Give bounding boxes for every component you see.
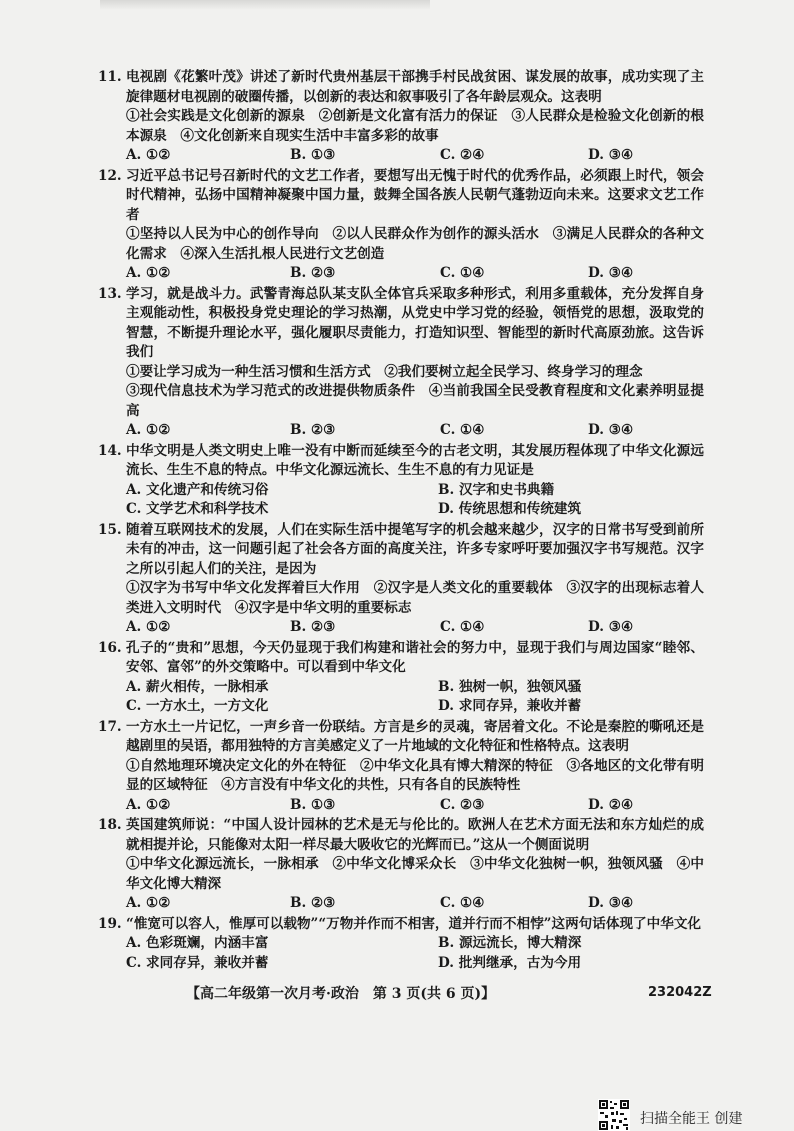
question-statements: ①汉字为书写中华文化发挥着巨大作用 ②汉字是人类文化的重要载体 ③汉字的出现标志着人类进入文明时代 ④汉字是中华文明的重要标志 bbox=[126, 580, 704, 616]
answer-option-d[interactable]: D. 传统思想和传统建筑 bbox=[438, 501, 582, 517]
question-stem: 随着互联网技术的发展，人们在实际生活中提笔写字的机会越来越少，汉字的日常书写受到前所未有的冲击，这一问题引起了社会各方面的高度关注，许多专家呼吁要加强汉字书写规范。汉字之所以引起人们的关注，是因为 bbox=[126, 521, 704, 577]
answer-option-a[interactable]: A. ①② bbox=[126, 619, 171, 635]
answer-options bbox=[126, 934, 704, 973]
answer-option-d[interactable]: D. 批判继承，古为今用 bbox=[438, 954, 582, 971]
question-17 bbox=[98, 718, 704, 816]
question-number: 16. bbox=[98, 639, 122, 656]
scanner-watermark: 扫描全能王 创建 bbox=[640, 1111, 743, 1127]
answer-option-c[interactable]: C. ①④ bbox=[440, 265, 485, 281]
answer-option-a[interactable]: A. ①② bbox=[126, 265, 171, 281]
question-statements: ③现代信息技术为学习范式的改进提供物质条件 ④当前我国全民受教育程度和文化素养明显提高 bbox=[126, 383, 704, 419]
answer-options bbox=[126, 146, 704, 166]
question-stem: 一方水土一片记忆，一声乡音一份联结。方言是乡的灵魂，寄居着文化。不论是秦腔的嘶吼还是越剧里的吴语，都用独特的方言美感定义了一片地域的文化特征和性格特点。这表明 bbox=[126, 718, 704, 754]
answer-option-b[interactable]: B. 独树一帜，独领风骚 bbox=[438, 678, 582, 695]
page-footer: 【高二年级第一次月考·政治 第 3 页(共 6 页)】 bbox=[186, 986, 496, 1002]
answer-options bbox=[126, 678, 704, 717]
answer-option-a[interactable]: A. ①② bbox=[126, 895, 171, 911]
question-stem: “惟宽可以容人，惟厚可以载物”“万物并作而不相害，道并行而不相悖”这两句话体现了中华文化 bbox=[126, 915, 702, 932]
answer-option-b[interactable]: B. ②③ bbox=[290, 619, 336, 635]
answer-option-a[interactable]: A. 薪火相传，一脉相承 bbox=[126, 678, 269, 695]
answer-option-a[interactable]: A. ①② bbox=[126, 147, 171, 163]
answer-option-d[interactable]: D. ③④ bbox=[588, 422, 634, 438]
answer-option-b[interactable]: B. 源远流长，博大精深 bbox=[438, 935, 582, 951]
question-statements: ①中华文化源远流长，一脉相承 ②中华文化博采众长 ③中华文化独树一帜，独领风骚 ④中华文化博大精深 bbox=[126, 856, 704, 892]
answer-option-b[interactable]: B. ②③ bbox=[290, 895, 336, 911]
question-statements: ①要让学习成为一种生活习惯和生活方式 ②我们要树立起全民学习、终身学习的理念 bbox=[126, 363, 643, 380]
answer-option-b[interactable]: B. ①③ bbox=[290, 147, 336, 163]
answer-option-d[interactable]: D. ②④ bbox=[588, 796, 634, 813]
answer-option-c[interactable]: C. ①④ bbox=[440, 422, 485, 438]
question-number: 15. bbox=[98, 521, 122, 538]
answer-option-c[interactable]: C. ①④ bbox=[440, 895, 485, 911]
answer-option-c[interactable]: C. 求同存异，兼收并蓄 bbox=[126, 954, 269, 971]
question-19 bbox=[98, 915, 704, 974]
scan-edge-mark bbox=[100, 0, 430, 10]
question-13 bbox=[98, 285, 704, 441]
question-number: 14. bbox=[98, 442, 122, 459]
answer-option-c[interactable]: C. ②③ bbox=[440, 796, 485, 813]
question-statements: ①自然地理环境决定文化的外在特征 ②中华文化具有博大精深的特征 ③各地区的文化带有明显的区域特征 ④方言没有中华文化的共性，只有各自的民族特性 bbox=[126, 757, 704, 793]
answer-option-c[interactable]: C. 文学艺术和科学技术 bbox=[126, 501, 269, 517]
question-number: 19. bbox=[98, 915, 122, 932]
question-stem: 习近平总书记号召新时代的文艺工作者，要想写出无愧于时代的优秀作品，必须跟上时代，领会时代精神，弘扬中国精神凝聚中国力量，鼓舞全国各族人民朝气蓬勃迈向未来。这要求文艺工作者 bbox=[126, 167, 704, 223]
answer-option-d[interactable]: D. 求同存异，兼收并蓄 bbox=[438, 698, 582, 714]
question-stem: 孔子的“贵和”思想，今天仍显现于我们构建和谐社会的努力中，显现于我们与周边国家“睦邻、安邻、富邻”的外交策略中。可以看到中华文化 bbox=[126, 639, 704, 675]
question-stem: 学习，就是战斗力。武警青海总队某支队全体官兵采取多种形式，利用多重载体，充分发挥自身主观能动性，积极投身党史理论的学习热潮，从党史中学习党的经验，领悟党的思想，汲取党的智慧，不断提升理论水平，强化履职尽责能力，打造知识型、智能型的新时代高原劲旅。这告诉我们 bbox=[126, 285, 704, 360]
qr-code-icon bbox=[598, 1099, 630, 1131]
answer-option-c[interactable]: C. 一方水土，一方文化 bbox=[126, 698, 269, 714]
answer-option-b[interactable]: B. ①③ bbox=[290, 796, 336, 813]
exam-code: 232042Z bbox=[648, 985, 712, 1000]
answer-option-a[interactable]: A. 文化遗产和传统习俗 bbox=[126, 481, 269, 498]
answer-options bbox=[126, 796, 704, 816]
question-12 bbox=[98, 167, 704, 284]
answer-option-b[interactable]: B. ②③ bbox=[290, 265, 336, 281]
question-number: 17. bbox=[98, 718, 122, 735]
answer-option-a[interactable]: A. 色彩斑斓，内涵丰富 bbox=[126, 935, 269, 951]
answer-options bbox=[126, 894, 704, 914]
question-14 bbox=[98, 442, 704, 520]
answer-option-d[interactable]: D. ③④ bbox=[588, 619, 634, 635]
answer-option-b[interactable]: B. ②③ bbox=[290, 422, 336, 438]
question-stem: 英国建筑师说：“中国人设计园林的艺术是无与伦比的。欧洲人在艺术方面无法和东方灿烂的成就相提并论，只能像对太阳一样尽最大吸收它的光辉而已。”这从一个侧面说明 bbox=[126, 817, 704, 853]
question-stem: 中华文明是人类文明史上唯一没有中断而延续至今的古老文明，其发展历程体现了中华文化源远流长、生生不息的特点。中华文化源远流长、生生不息的有力见证是 bbox=[126, 442, 704, 478]
question-statements: ①坚持以人民为中心的创作导向 ②以人民群众作为创作的源头活水 ③满足人民群众的各种文化需求 ④深入生活扎根人民进行文艺创造 bbox=[126, 226, 704, 262]
answer-option-d[interactable]: D. ③④ bbox=[588, 147, 634, 163]
answer-option-c[interactable]: C. ①④ bbox=[440, 619, 485, 635]
answer-option-c[interactable]: C. ②④ bbox=[440, 147, 485, 163]
answer-options bbox=[126, 618, 704, 638]
question-number: 18. bbox=[98, 817, 122, 833]
exam-page bbox=[98, 68, 704, 974]
answer-option-b[interactable]: B. 汉字和史书典籍 bbox=[438, 481, 555, 498]
question-number: 11. bbox=[98, 69, 122, 85]
question-number: 12. bbox=[98, 167, 122, 184]
answer-option-d[interactable]: D. ③④ bbox=[588, 265, 634, 281]
answer-option-a[interactable]: A. ①② bbox=[126, 796, 171, 813]
question-16 bbox=[98, 639, 704, 717]
answer-option-a[interactable]: A. ①② bbox=[126, 422, 171, 438]
question-stem: 电视剧《花繁叶茂》讲述了新时代贵州基层干部携手村民战贫困、谋发展的故事，成功实现了主旋律题材电视剧的破圈传播，以创新的表达和叙事吸引了各年龄层观众。这表明 bbox=[126, 69, 704, 105]
answer-options bbox=[126, 264, 704, 284]
question-number: 13. bbox=[98, 285, 122, 302]
question-statements: ①社会实践是文化创新的源泉 ②创新是文化富有活力的保证 ③人民群众是检验文化创新的根本源泉 ④文化创新来自现实生活中丰富多彩的故事 bbox=[126, 108, 704, 144]
answer-options bbox=[126, 481, 704, 520]
answer-option-d[interactable]: D. ③④ bbox=[588, 895, 634, 911]
question-18 bbox=[98, 816, 704, 914]
question-11 bbox=[98, 68, 704, 166]
question-15 bbox=[98, 521, 704, 638]
answer-options bbox=[126, 421, 704, 441]
